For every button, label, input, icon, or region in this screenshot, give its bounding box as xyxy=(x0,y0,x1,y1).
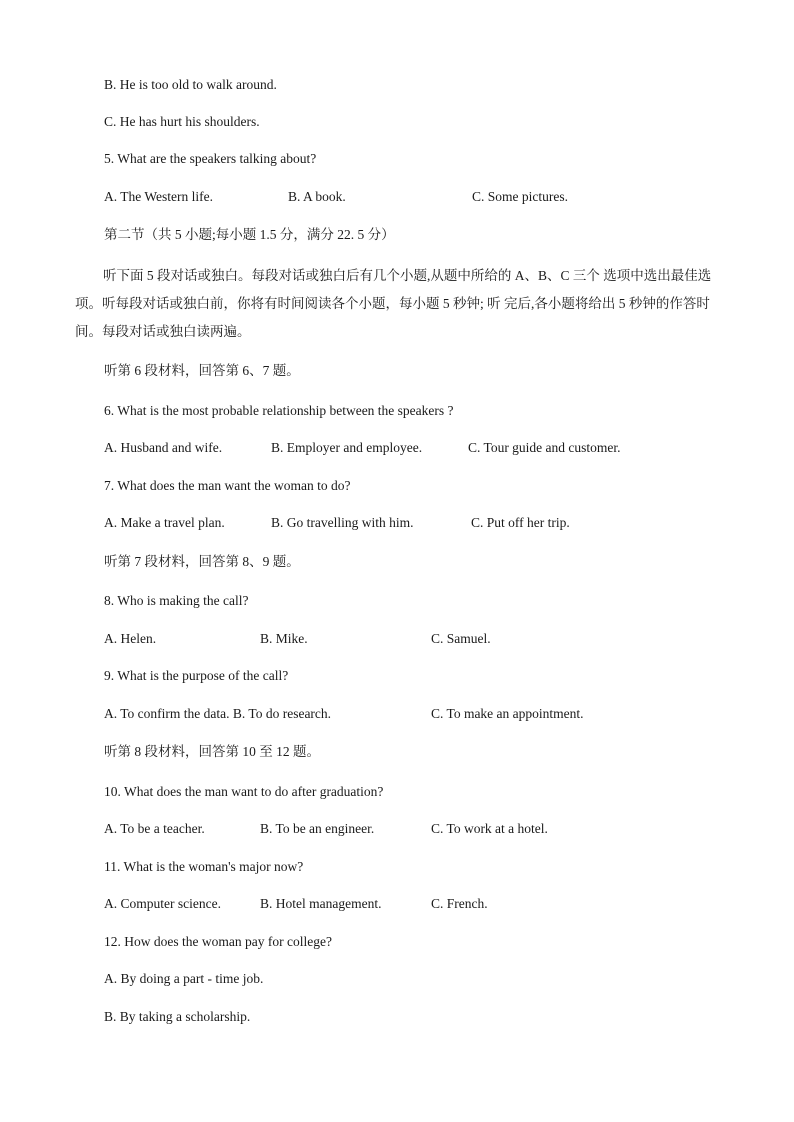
q8-option-a: A. Helen. xyxy=(104,631,157,646)
q11-option-a: A. Computer science. xyxy=(104,896,221,911)
q6-option-c: C. Tour guide and customer. xyxy=(468,440,621,455)
q10-option-c: C. To work at a hotel. xyxy=(431,821,548,836)
q6-option-a: A. Husband and wife. xyxy=(104,440,223,455)
q11-option-b: B. Hotel management. xyxy=(260,896,382,911)
q12-option-b: B. By taking a scholarship. xyxy=(104,1009,251,1024)
q5-option-c: C. Some pictures. xyxy=(472,189,568,204)
section-2-instructions: 听下面 5 段对话或独白。每段对话或独白后有几个小题,从题中所给的 A、B、C 三个 选项中选出最佳选项。听每段对话或独白前，你将有时间阅读各个小题，每小题 5 秒钟; 听 完后,各小题将给出 5 秒钟的作答时间。每段对话或独白读两遍。 xyxy=(75,268,712,339)
section-2-heading: 第二节（共 5 小题;每小题 1.5 分，满分 22. 5 分） xyxy=(104,227,395,242)
question-11: 11. What is the woman's major now? xyxy=(104,859,304,874)
q12-option-a: A. By doing a part - time job. xyxy=(104,971,264,986)
q10-option-a: A. To be a teacher. xyxy=(104,821,205,836)
question-12: 12. How does the woman pay for college? xyxy=(104,934,332,949)
q7-option-c: C. Put off her trip. xyxy=(471,515,570,530)
q8-option-b: B. Mike. xyxy=(260,631,308,646)
question-9: 9. What is the purpose of the call? xyxy=(104,668,289,683)
question-6: 6. What is the most probable relationship between the speakers ? xyxy=(104,403,454,418)
q7-option-a: A. Make a travel plan. xyxy=(104,515,225,530)
q10-option-b: B. To be an engineer. xyxy=(260,821,375,836)
q8-option-c: C. Samuel. xyxy=(431,631,491,646)
q7-option-b: B. Go travelling with him. xyxy=(271,515,414,530)
q5-option-b: B. A book. xyxy=(288,189,346,204)
question-8: 8. Who is making the call? xyxy=(104,593,249,608)
material-7-heading: 听第 7 段材料，回答第 8、9 题。 xyxy=(104,554,300,569)
question-7: 7. What does the man want the woman to do? xyxy=(104,478,351,493)
material-6-heading: 听第 6 段材料，回答第 6、7 题。 xyxy=(104,363,300,378)
q6-option-b: B. Employer and employee. xyxy=(271,440,423,455)
material-8-heading: 听第 8 段材料，回答第 10 至 12 题。 xyxy=(104,744,320,759)
question-10: 10. What does the man want to do after graduation? xyxy=(104,784,384,799)
q4-option-c: C. He has hurt his shoulders. xyxy=(104,114,260,129)
q11-option-c: C. French. xyxy=(431,896,488,911)
q5-option-a: A. The Western life. xyxy=(104,189,214,204)
q4-option-b: B. He is too old to walk around. xyxy=(104,77,277,92)
q9-option-c: C. To make an appointment. xyxy=(431,706,584,721)
q9-options-ab: A. To confirm the data. B. To do research. xyxy=(104,706,332,721)
question-5: 5. What are the speakers talking about? xyxy=(104,151,317,166)
